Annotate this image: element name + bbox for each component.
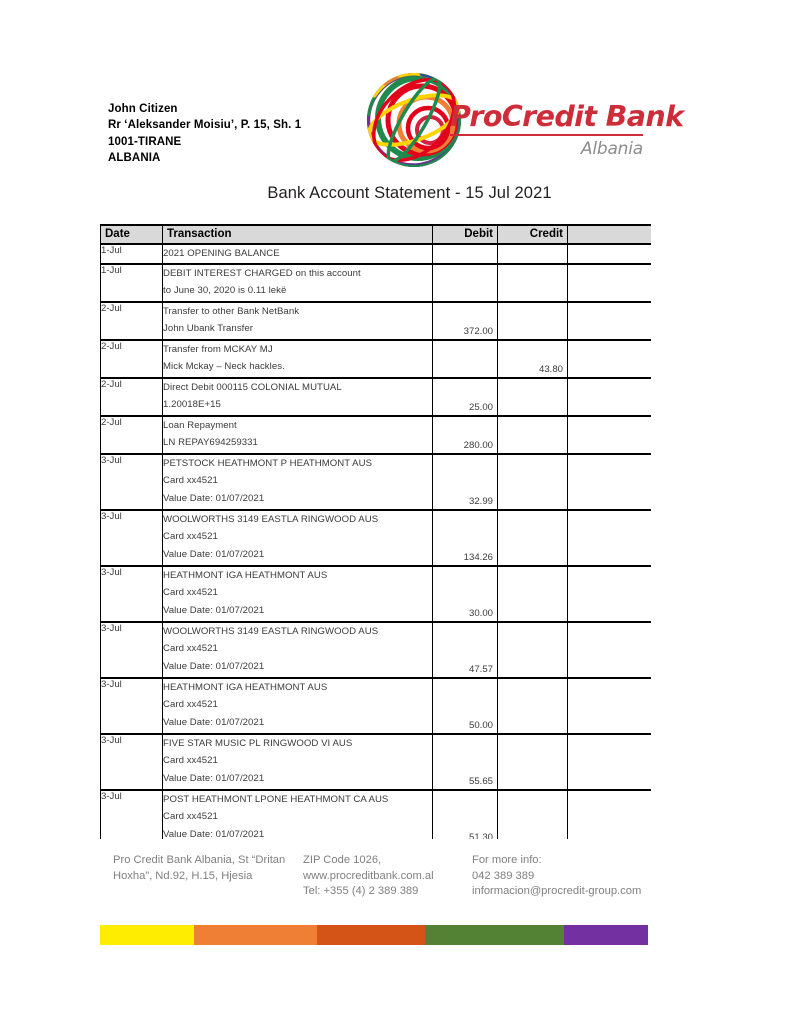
transaction-line: Card xx4521 [163,643,218,655]
footer-info-phone: 042 389 389 [472,869,535,882]
cell-transaction [163,566,433,622]
cell-debit [433,264,498,302]
transaction-line: Transfer from MCKAY MJ [163,343,273,355]
table-row [101,622,652,678]
transaction-line: LN REPAY694259331 [163,437,258,449]
transaction-line: Transfer to other Bank NetBank [163,305,300,317]
cell-balance [568,790,652,839]
table-row [101,734,652,790]
footer-website[interactable]: www.procreditbank.com.al [303,869,434,882]
transaction-line: FIVE STAR MUSIC PL RINGWOOD VI AUS [163,737,353,749]
color-bar-segment-yellow [100,925,194,945]
transaction-line: DEBIT INTEREST CHARGED on this account [163,267,361,279]
cell-credit [498,454,568,510]
column-header-credit: Credit [498,225,568,244]
cell-debit-value: 372.00 [463,325,493,337]
cell-transaction [163,302,433,340]
recipient-city: 1001-TIRANE [108,135,182,148]
cell-debit-value: 32.99 [468,495,493,507]
cell-credit [498,734,568,790]
cell-debit [433,340,498,378]
transaction-line: Card xx4521 [163,531,218,543]
cell-balance [568,302,652,340]
table-header-row [101,225,652,244]
table-row [101,244,652,264]
cell-transaction [163,622,433,678]
cell-date: 3-Jul [101,790,163,839]
cell-date: 1-Jul [101,244,163,264]
brand-color-bar [100,925,648,945]
cell-credit [498,678,568,734]
cell-debit [433,378,498,416]
transaction-line: HEATHMONT IGA HEATHMONT AUS [163,681,328,693]
transaction-line: HEATHMONT IGA HEATHMONT AUS [163,569,328,581]
cell-credit [498,622,568,678]
recipient-street: Rr ‘Aleksander Moisiu’, P. 15, Sh. 1 [108,119,302,132]
table-row [101,340,652,378]
cell-transaction [163,678,433,734]
statement-table [100,224,651,839]
cell-credit [498,244,568,264]
column-header-balance [568,225,652,244]
column-header-debit: Debit [433,225,498,244]
transaction-line: 1.20018E+15 [163,399,221,411]
cell-debit [433,678,498,734]
cell-date: 2-Jul [101,416,163,454]
transaction-line: Card xx4521 [163,699,218,711]
footer-telephone: Tel: +355 (4) 2 389 389 [303,885,419,897]
cell-debit-value: 47.57 [468,663,493,675]
cell-balance [568,678,652,734]
cell-balance [568,340,652,378]
cell-date: 3-Jul [101,454,163,510]
cell-balance [568,264,652,302]
color-bar-segment-green [425,925,564,945]
transaction-line: Direct Debit 000115 COLONIAL MUTUAL [163,381,342,393]
color-bar-segment-dark-orange [317,925,425,945]
cell-balance [568,244,652,264]
transaction-line: Value Date: 01/07/2021 [163,548,265,560]
transaction-line: POST HEATHMONT LPONE HEATHMONT CA AUS [163,793,389,805]
table-row [101,378,652,416]
table-row [101,510,652,566]
cell-transaction [163,340,433,378]
brand-subtitle: Albania [580,139,643,159]
footer-info-email[interactable]: informacion@procredit-group.com [472,885,642,897]
cell-debit-value: 280.00 [463,439,493,451]
table-row [101,264,652,302]
table-row [101,678,652,734]
cell-debit [433,734,498,790]
cell-transaction [163,510,433,566]
cell-date: 2-Jul [101,302,163,340]
transaction-line: Value Date: 01/07/2021 [163,492,265,504]
transaction-line: Loan Repayment [163,419,237,431]
recipient-name: John Citizen [108,103,178,115]
table-row [101,416,652,454]
cell-date: 2-Jul [101,340,163,378]
table-row [101,790,652,839]
transaction-line: Value Date: 01/07/2021 [163,716,265,728]
footer-contact-column [303,853,478,900]
transaction-line: John Ubank Transfer [163,323,254,335]
cell-debit-value: 55.65 [468,775,493,787]
cell-debit [433,622,498,678]
table-row [101,302,652,340]
footer-address: Pro Credit Bank Albania, St “Dritan Hoxha”, Nd.92, H.15, Hjesia [113,854,286,882]
transaction-line: Card xx4521 [163,475,218,487]
transaction-line: 2021 OPENING BALANCE [163,248,280,259]
brand-name: ProCredit Bank [450,100,684,133]
cell-date: 2-Jul [101,378,163,416]
cell-credit [498,416,568,454]
cell-date: 1-Jul [101,264,163,302]
recipient-country: ALBANIA [108,152,161,165]
cell-balance [568,566,652,622]
cell-debit [433,790,498,839]
statement-table-body [101,244,652,839]
table-row [101,566,652,622]
cell-debit [433,244,498,264]
cell-balance [568,416,652,454]
transaction-line: Value Date: 01/07/2021 [163,604,265,616]
page-footer [0,853,791,913]
cell-balance [568,454,652,510]
footer-address-column [113,853,293,884]
column-header-date: Date [101,225,163,244]
recipient-address [108,101,301,167]
cell-credit [498,510,568,566]
cell-credit-value: 43.80 [538,363,563,375]
cell-transaction [163,264,433,302]
cell-credit [498,566,568,622]
cell-date: 3-Jul [101,678,163,734]
footer-info-column [472,853,672,900]
cell-balance [568,734,652,790]
cell-date: 3-Jul [101,622,163,678]
cell-credit [498,340,568,378]
transaction-line: WOOLWORTHS 3149 EASTLA RINGWOOD AUS [163,625,379,637]
transaction-line: Value Date: 01/07/2021 [163,660,265,672]
cell-debit-value: 50.00 [468,719,493,731]
cell-transaction [163,244,433,264]
transaction-line: WOOLWORTHS 3149 EASTLA RINGWOOD AUS [163,513,379,525]
cell-credit [498,302,568,340]
cell-balance [568,378,652,416]
table-row [101,454,652,510]
color-bar-segment-purple [564,925,648,945]
cell-debit-value: 25.00 [468,401,493,413]
footer-info-label: For more info: [472,854,542,866]
cell-debit [433,302,498,340]
transaction-line: Mick Mckay – Neck hackles. [163,361,285,373]
cell-credit [498,790,568,839]
cell-debit-value: 134.26 [463,551,493,563]
cell-balance [568,510,652,566]
cell-debit-value: 30.00 [468,607,493,619]
transaction-line: Card xx4521 [163,811,218,823]
cell-date: 3-Jul [101,734,163,790]
transaction-line: Card xx4521 [163,587,218,599]
cell-credit [498,264,568,302]
color-bar-segment-light-orange [194,925,317,945]
cell-date: 3-Jul [101,510,163,566]
transaction-line: to June 30, 2020 is 0.11 lekë [163,285,287,297]
cell-date: 3-Jul [101,566,163,622]
cell-credit [498,378,568,416]
brand-underline [450,134,643,136]
cell-transaction [163,734,433,790]
statement-table-container [100,224,651,839]
cell-transaction [163,416,433,454]
cell-debit [433,510,498,566]
transaction-line: PETSTOCK HEATHMONT P HEATHMONT AUS [163,457,373,469]
cell-transaction [163,790,433,839]
cell-transaction [163,454,433,510]
transaction-line: Value Date: 01/07/2021 [163,828,265,839]
cell-debit [433,416,498,454]
cell-debit-value: 51.30 [468,831,493,839]
column-header-transaction: Transaction [163,225,433,244]
cell-debit [433,454,498,510]
cell-balance [568,622,652,678]
transaction-line: Card xx4521 [163,755,218,767]
page-title: Bank Account Statement - 15 Jul 2021 [267,184,552,202]
cell-debit [433,566,498,622]
bank-logo [362,66,684,176]
cell-transaction [163,378,433,416]
footer-zip: ZIP Code 1026, [303,854,382,866]
brand-wordmark [450,100,684,159]
transaction-line: Value Date: 01/07/2021 [163,772,265,784]
